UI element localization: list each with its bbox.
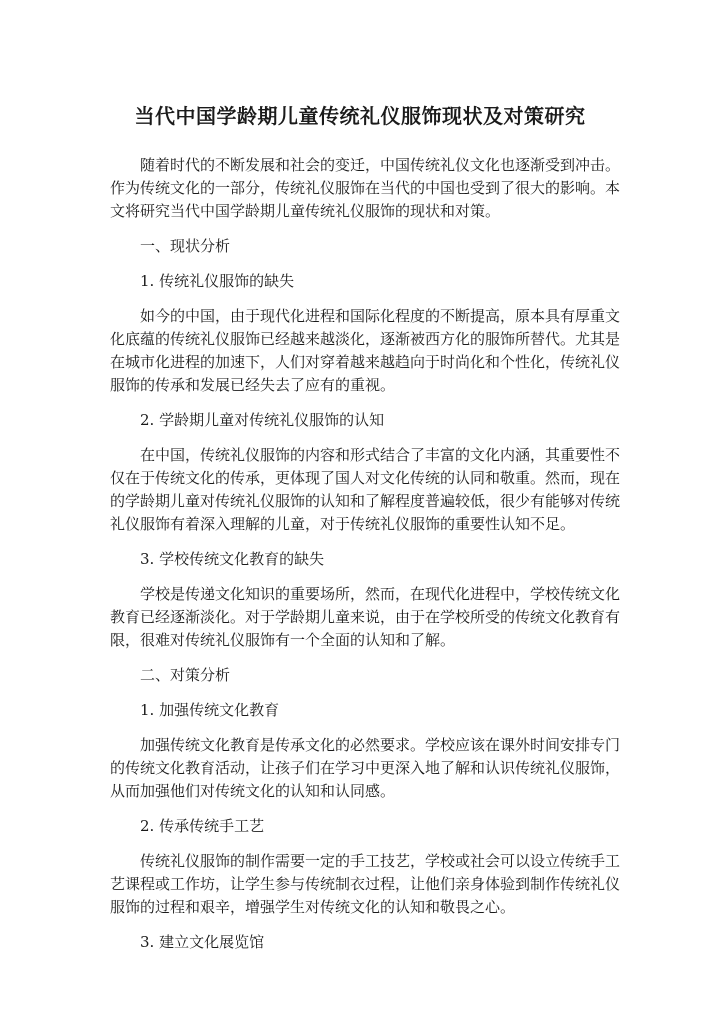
subheading-lack-of-attire: 1. 传统礼仪服饰的缺失 — [140, 272, 295, 290]
intro-paragraph: 随着时代的不断发展和社会的变迁，中国传统礼仪文化也逐渐受到冲击。作为传统文化的一部分，传统礼仪服饰在当代的中国也受到了很大的影响。本文将研究当代中国学龄期儿童传统礼仪服饰的现状和对策。 — [110, 156, 621, 220]
section-heading-measures: 二、对策分析 — [140, 666, 231, 684]
subheading-handicraft: 2. 传承传统手工艺 — [140, 817, 265, 835]
document-body — [110, 154, 620, 966]
subheading-children-awareness: 2. 学龄期儿童对传统礼仪服饰的认知 — [140, 411, 385, 429]
subheading-exhibition-hall: 3. 建立文化展览馆 — [140, 933, 265, 951]
section-heading-status: 一、现状分析 — [140, 237, 231, 255]
paragraph-lack-of-attire: 如今的中国，由于现代化进程和国际化程度的不断提高，原本具有厚重文化底蕴的传统礼仪服饰已经越来越淡化，逐渐被西方化的服饰所替代。尤其是在城市化进程的加速下，人们对穿着越来越趋向于时尚化和个性化，传统礼仪服饰的传承和发展已经失去了应有的重视。 — [110, 307, 621, 394]
paragraph-children-awareness: 在中国，传统礼仪服饰的内容和形式结合了丰富的文化内涵，其重要性不仅在于传统文化的传承，更体现了国人对文化传统的认同和敬重。然而，现在的学龄期儿童对传统礼仪服饰的认知和了解程度普遍较低，很少有能够对传统礼仪服饰有着深入理解的儿童，对于传统礼仪服饰的重要性认知不足。 — [110, 446, 621, 533]
subheading-school-education: 3. 学校传统文化教育的缺失 — [140, 550, 325, 568]
paragraph-strengthen-education: 加强传统文化教育是传承文化的必然要求。学校应该在课外时间安排专门的传统文化教育活动，让孩子们在学习中更深入地了解和认识传统礼仪服饰，从而加强他们对传统文化的认知和认同感。 — [110, 736, 621, 800]
subheading-strengthen-education: 1. 加强传统文化教育 — [140, 701, 280, 719]
paragraph-handicraft: 传统礼仪服饰的制作需要一定的手工技艺，学校或社会可以设立传统手工艺课程或工作坊，让学生参与传统制衣过程，让他们亲身体验到制作传统礼仪服饰的过程和艰辛，增强学生对传统文化的认知和敬畏之心。 — [110, 852, 621, 916]
document-title: 当代中国学龄期儿童传统礼仪服饰现状及对策研究 — [134, 104, 586, 128]
paragraph-school-education: 学校是传递文化知识的重要场所，然而，在现代化进程中，学校传统文化教育已经逐渐淡化。对于学龄期儿童来说，由于在学校所受的传统文化教育有限，很难对传统礼仪服饰有一个全面的认知和了解。 — [110, 585, 621, 649]
